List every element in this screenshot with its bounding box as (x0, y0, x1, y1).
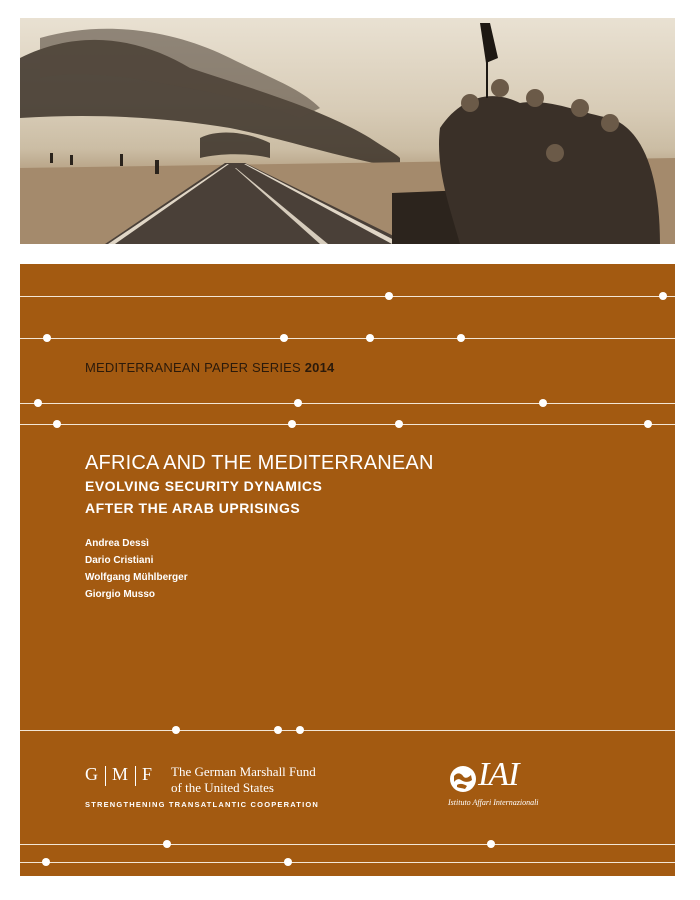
rule-dot (659, 292, 667, 300)
rule-dot (163, 840, 171, 848)
divider (135, 766, 136, 786)
rule-dot (539, 399, 547, 407)
gmf-name (171, 764, 316, 796)
decorative-rule (20, 424, 675, 425)
iai-globe-icon (448, 764, 478, 794)
gmf-name-line: The German Marshall Fund (171, 764, 316, 779)
rule-dot (296, 726, 304, 734)
gmf-letter: F (142, 764, 154, 784)
decorative-rule (20, 403, 675, 404)
subtitle-line: EVOLVING SECURITY DYNAMICS (85, 478, 323, 494)
subtitle-line: AFTER THE ARAB UPRISINGS (85, 500, 301, 516)
gmf-letter: M (112, 764, 130, 784)
rule-dot (487, 840, 495, 848)
rule-dot (172, 726, 180, 734)
author-name: Dario Cristiani (85, 555, 154, 566)
cover-panel (20, 264, 675, 876)
decorative-rule (20, 730, 675, 731)
road-protest-photo-icon (20, 18, 675, 244)
gmf-monogram (85, 764, 153, 786)
divider (105, 766, 106, 786)
decorative-rule (20, 296, 675, 297)
series-name: MEDITERRANEAN PAPER SERIES (85, 360, 301, 375)
rule-dot (280, 334, 288, 342)
rule-dot (294, 399, 302, 407)
author-list (85, 535, 188, 603)
gmf-name-line: of the United States (171, 780, 274, 795)
iai-full-name: Istituto Affari Internazionali (448, 798, 539, 807)
rule-dot (284, 858, 292, 866)
gmf-tagline: STRENGTHENING TRANSATLANTIC COOPERATION (85, 800, 320, 809)
rule-dot (43, 334, 51, 342)
rule-dot (288, 420, 296, 428)
rule-dot (274, 726, 282, 734)
rule-dot (42, 858, 50, 866)
decorative-rule (20, 844, 675, 845)
rule-dot (457, 334, 465, 342)
author-name: Giorgio Musso (85, 589, 155, 600)
gmf-letter: G (85, 764, 99, 784)
rule-dot (366, 334, 374, 342)
rule-dot (644, 420, 652, 428)
rule-dot (53, 420, 61, 428)
author-name: Wolfgang Mühlberger (85, 572, 188, 583)
page-title: AFRICA AND THE MEDITERRANEAN (85, 452, 434, 474)
iai-wordmark: IAI (478, 756, 519, 793)
series-year: 2014 (304, 360, 335, 375)
author-name: Andrea Dessì (85, 538, 149, 549)
rule-dot (395, 420, 403, 428)
decorative-rule (20, 338, 675, 339)
rule-dot (385, 292, 393, 300)
rule-dot (34, 399, 42, 407)
decorative-rule (20, 862, 675, 863)
series-label (85, 360, 334, 375)
cover-photo (20, 18, 675, 244)
